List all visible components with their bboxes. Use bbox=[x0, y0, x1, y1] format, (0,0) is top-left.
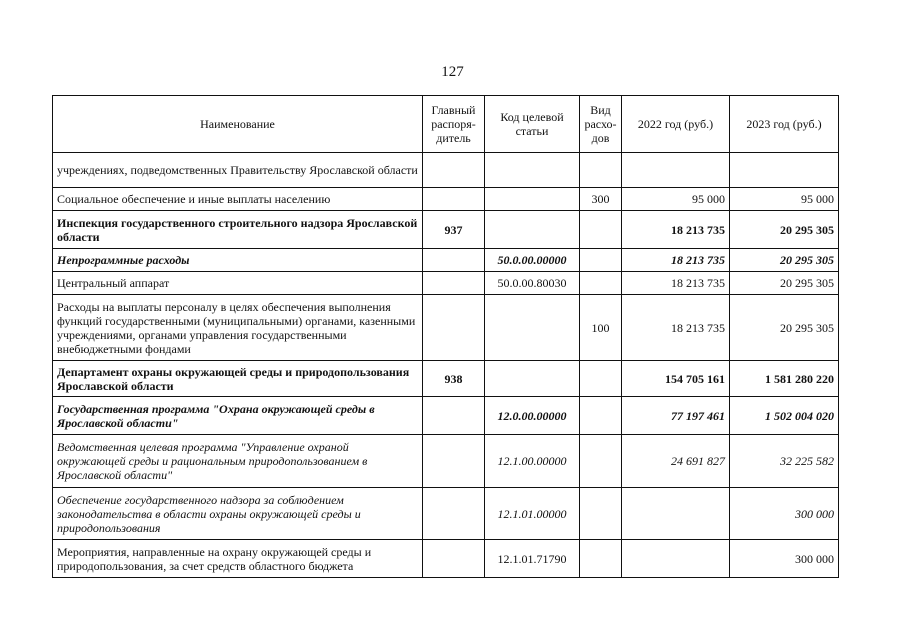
row-admin: 938 bbox=[423, 361, 485, 397]
row-code: 50.0.00.80030 bbox=[485, 272, 580, 295]
table-row bbox=[53, 211, 839, 249]
row-2022: 95 000 bbox=[622, 188, 730, 211]
row-name: Расходы на выплаты персоналу в целях обеспечения выполнения функций государственными (муниципальными) органами, казенными учреждениями, органами управления государственными внебюджетными фондами bbox=[53, 295, 423, 361]
row-admin: 937 bbox=[423, 211, 485, 249]
row-2022 bbox=[622, 488, 730, 540]
header-2022: 2022 год (руб.) bbox=[622, 96, 730, 153]
row-name: Мероприятия, направленные на охрану окружающей среды и природопользования, за счет средств областного бюджета bbox=[53, 540, 423, 578]
row-type bbox=[580, 488, 622, 540]
row-code bbox=[485, 153, 580, 188]
row-2023 bbox=[730, 153, 839, 188]
row-admin bbox=[423, 153, 485, 188]
row-type bbox=[580, 435, 622, 488]
table-row bbox=[53, 397, 839, 435]
table-row bbox=[53, 188, 839, 211]
row-name: Социальное обеспечение и иные выплаты населению bbox=[53, 188, 423, 211]
row-name: Обеспечение государственного надзора за соблюдением законодательства в области охраны окружающей среды и природопользования bbox=[53, 488, 423, 540]
row-name: Непрограммные расходы bbox=[53, 249, 423, 272]
row-2023: 20 295 305 bbox=[730, 249, 839, 272]
row-2022: 18 213 735 bbox=[622, 272, 730, 295]
row-type bbox=[580, 272, 622, 295]
table-row bbox=[53, 272, 839, 295]
row-2022: 77 197 461 bbox=[622, 397, 730, 435]
header-admin: Главный распоря-дитель bbox=[423, 96, 485, 153]
table-row bbox=[53, 361, 839, 397]
row-name: Инспекция государственного строительного надзора Ярославской области bbox=[53, 211, 423, 249]
table-row bbox=[53, 488, 839, 540]
header-type: Вид расхо-дов bbox=[580, 96, 622, 153]
row-2022: 24 691 827 bbox=[622, 435, 730, 488]
header-name: Наименование bbox=[53, 96, 423, 153]
row-2023: 300 000 bbox=[730, 540, 839, 578]
row-name: Государственная программа "Охрана окружающей среды в Ярославской области" bbox=[53, 397, 423, 435]
row-name: Департамент охраны окружающей среды и природопользования Ярославской области bbox=[53, 361, 423, 397]
row-2023: 20 295 305 bbox=[730, 272, 839, 295]
header-code: Код целевой статьи bbox=[485, 96, 580, 153]
row-2023: 1 502 004 020 bbox=[730, 397, 839, 435]
row-code: 12.1.01.71790 bbox=[485, 540, 580, 578]
row-code bbox=[485, 211, 580, 249]
table-row bbox=[53, 295, 839, 361]
table-row bbox=[53, 540, 839, 578]
row-code: 50.0.00.00000 bbox=[485, 249, 580, 272]
page-number: 127 bbox=[441, 64, 464, 80]
table-header-row bbox=[53, 96, 839, 153]
row-type bbox=[580, 211, 622, 249]
row-admin bbox=[423, 488, 485, 540]
row-type: 100 bbox=[580, 295, 622, 361]
table-row bbox=[53, 153, 839, 188]
budget-table bbox=[52, 95, 839, 578]
row-2023: 95 000 bbox=[730, 188, 839, 211]
row-code bbox=[485, 295, 580, 361]
row-2023: 20 295 305 bbox=[730, 211, 839, 249]
row-type: 300 bbox=[580, 188, 622, 211]
row-2022: 18 213 735 bbox=[622, 295, 730, 361]
row-admin bbox=[423, 435, 485, 488]
row-code: 12.1.00.00000 bbox=[485, 435, 580, 488]
row-2022: 18 213 735 bbox=[622, 249, 730, 272]
row-name: учреждениях, подведомственных Правительству Ярославской области bbox=[53, 153, 423, 188]
row-admin bbox=[423, 249, 485, 272]
header-2023: 2023 год (руб.) bbox=[730, 96, 839, 153]
row-2023: 32 225 582 bbox=[730, 435, 839, 488]
row-admin bbox=[423, 295, 485, 361]
row-2023: 300 000 bbox=[730, 488, 839, 540]
row-name: Центральный аппарат bbox=[53, 272, 423, 295]
row-admin bbox=[423, 540, 485, 578]
row-admin bbox=[423, 188, 485, 211]
row-code bbox=[485, 188, 580, 211]
row-code: 12.0.00.00000 bbox=[485, 397, 580, 435]
row-admin bbox=[423, 397, 485, 435]
row-2022 bbox=[622, 153, 730, 188]
row-code: 12.1.01.00000 bbox=[485, 488, 580, 540]
table-row bbox=[53, 435, 839, 488]
row-2023: 1 581 280 220 bbox=[730, 361, 839, 397]
row-2022: 154 705 161 bbox=[622, 361, 730, 397]
row-admin bbox=[423, 272, 485, 295]
row-2022 bbox=[622, 540, 730, 578]
row-type bbox=[580, 361, 622, 397]
row-code bbox=[485, 361, 580, 397]
row-type bbox=[580, 540, 622, 578]
row-type bbox=[580, 153, 622, 188]
row-type bbox=[580, 249, 622, 272]
table-row bbox=[53, 249, 839, 272]
row-2022: 18 213 735 bbox=[622, 211, 730, 249]
row-2023: 20 295 305 bbox=[730, 295, 839, 361]
row-type bbox=[580, 397, 622, 435]
row-name: Ведомственная целевая программа "Управление охраной окружающей среды и рациональным природопользованием в Ярославской области" bbox=[53, 435, 423, 488]
